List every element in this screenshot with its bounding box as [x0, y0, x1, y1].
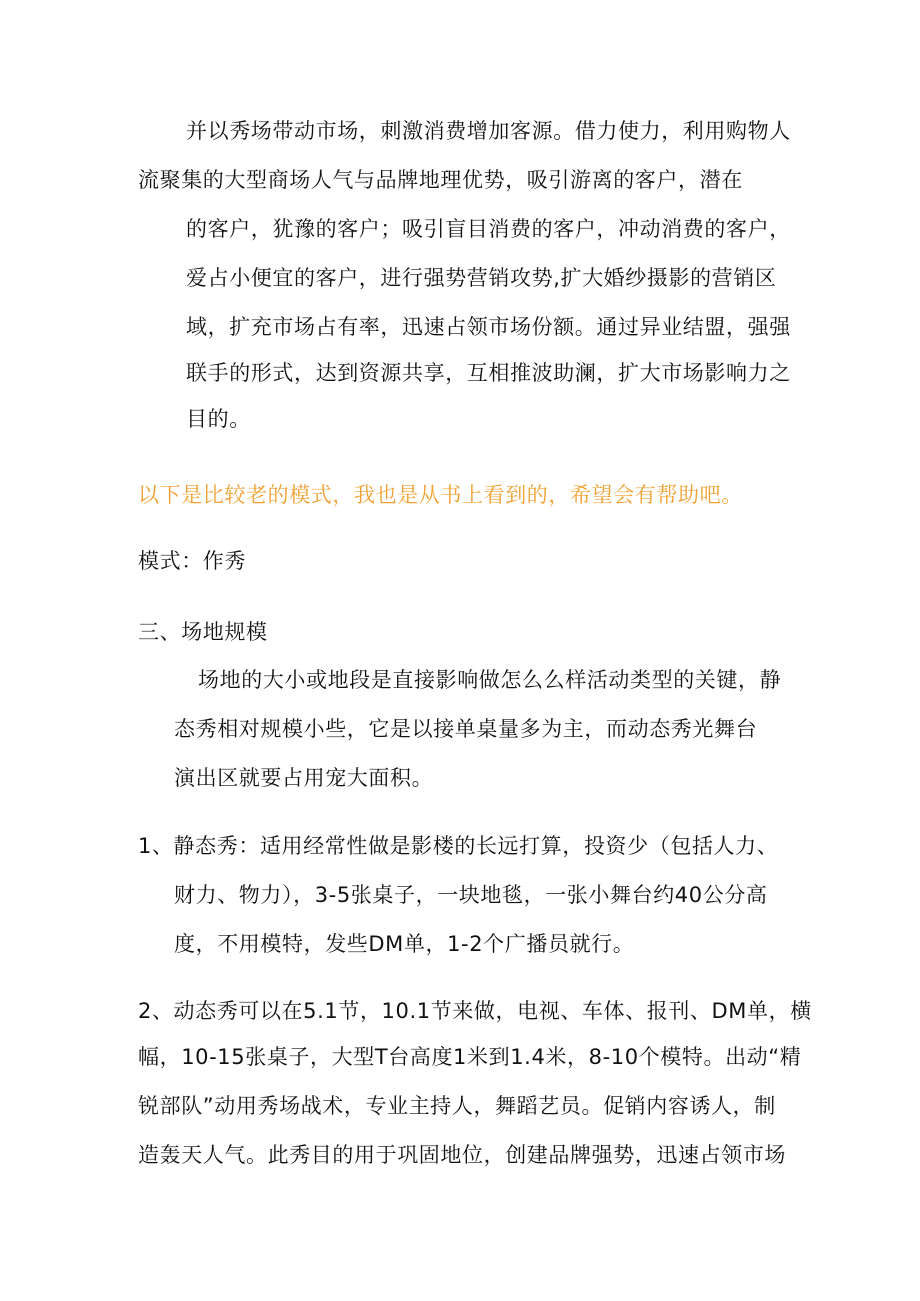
section-heading: 三、场地规模	[138, 620, 268, 644]
mode-label: 模式：作秀	[138, 549, 246, 573]
orange-note: 以下是比较老的模式，我也是从书上看到的，希望会有帮助吧。	[138, 483, 743, 507]
list-item-1-line: 财力、物力），3-5张桌子，一块地毯，一张小舞台约40公分高	[174, 883, 768, 907]
list-item-1-line: 度，不用模特，发些DM单，1-2个广播员就行。	[174, 932, 635, 956]
intro-paragraph-line: 的客户，犹豫的客户；吸引盲目消费的客户，冲动消费的客户，	[186, 217, 791, 241]
intro-paragraph-line: 目的。	[186, 407, 251, 431]
intro-paragraph-line: 流聚集的大型商场人气与品牌地理优势，吸引游离的客户，潜在	[138, 168, 743, 192]
list-item-2-line: 幅，10-15张桌子，大型T台高度1米到1.4米，8-10个模特。出动“精	[138, 1045, 802, 1069]
list-item-2-line: 2、动态秀可以在5.1节，10.1节来做，电视、车体、报刊、DM单，横	[138, 999, 812, 1023]
list-item-2-line: 造轰天人气。此秀目的用于巩固地位，创建品牌强势，迅速占领市场	[138, 1143, 786, 1167]
list-item-1-line: 1、静态秀：适用经常性做是影楼的长远打算，投资少（包括人力、	[138, 834, 779, 858]
section-paragraph-line: 场地的大小或地段是直接影响做怎么么样活动类型的关键，静	[198, 668, 782, 692]
section-paragraph-line: 演出区就要占用宠大面积。	[174, 766, 434, 790]
list-item-2-line: 锐部队”动用秀场战术，专业主持人，舞蹈艺员。促销内容诱人，制	[138, 1094, 776, 1118]
intro-paragraph-line: 爱占小便宜的客户，进行强势营销攻势,扩大婚纱摄影的营销区	[186, 266, 777, 290]
intro-paragraph-line: 并以秀场带动市场，刺激消费增加客源。借力使力，利用购物人	[186, 119, 791, 143]
intro-paragraph-line: 联手的形式，达到资源共享，互相推波助澜，扩大市场影响力之	[186, 361, 791, 385]
intro-paragraph-line: 域，扩充市场占有率，迅速占领市场份额。通过异业结盟，强强	[186, 315, 791, 339]
section-paragraph-line: 态秀相对规模小些，它是以接单桌量多为主，而动态秀光舞台	[174, 717, 758, 741]
